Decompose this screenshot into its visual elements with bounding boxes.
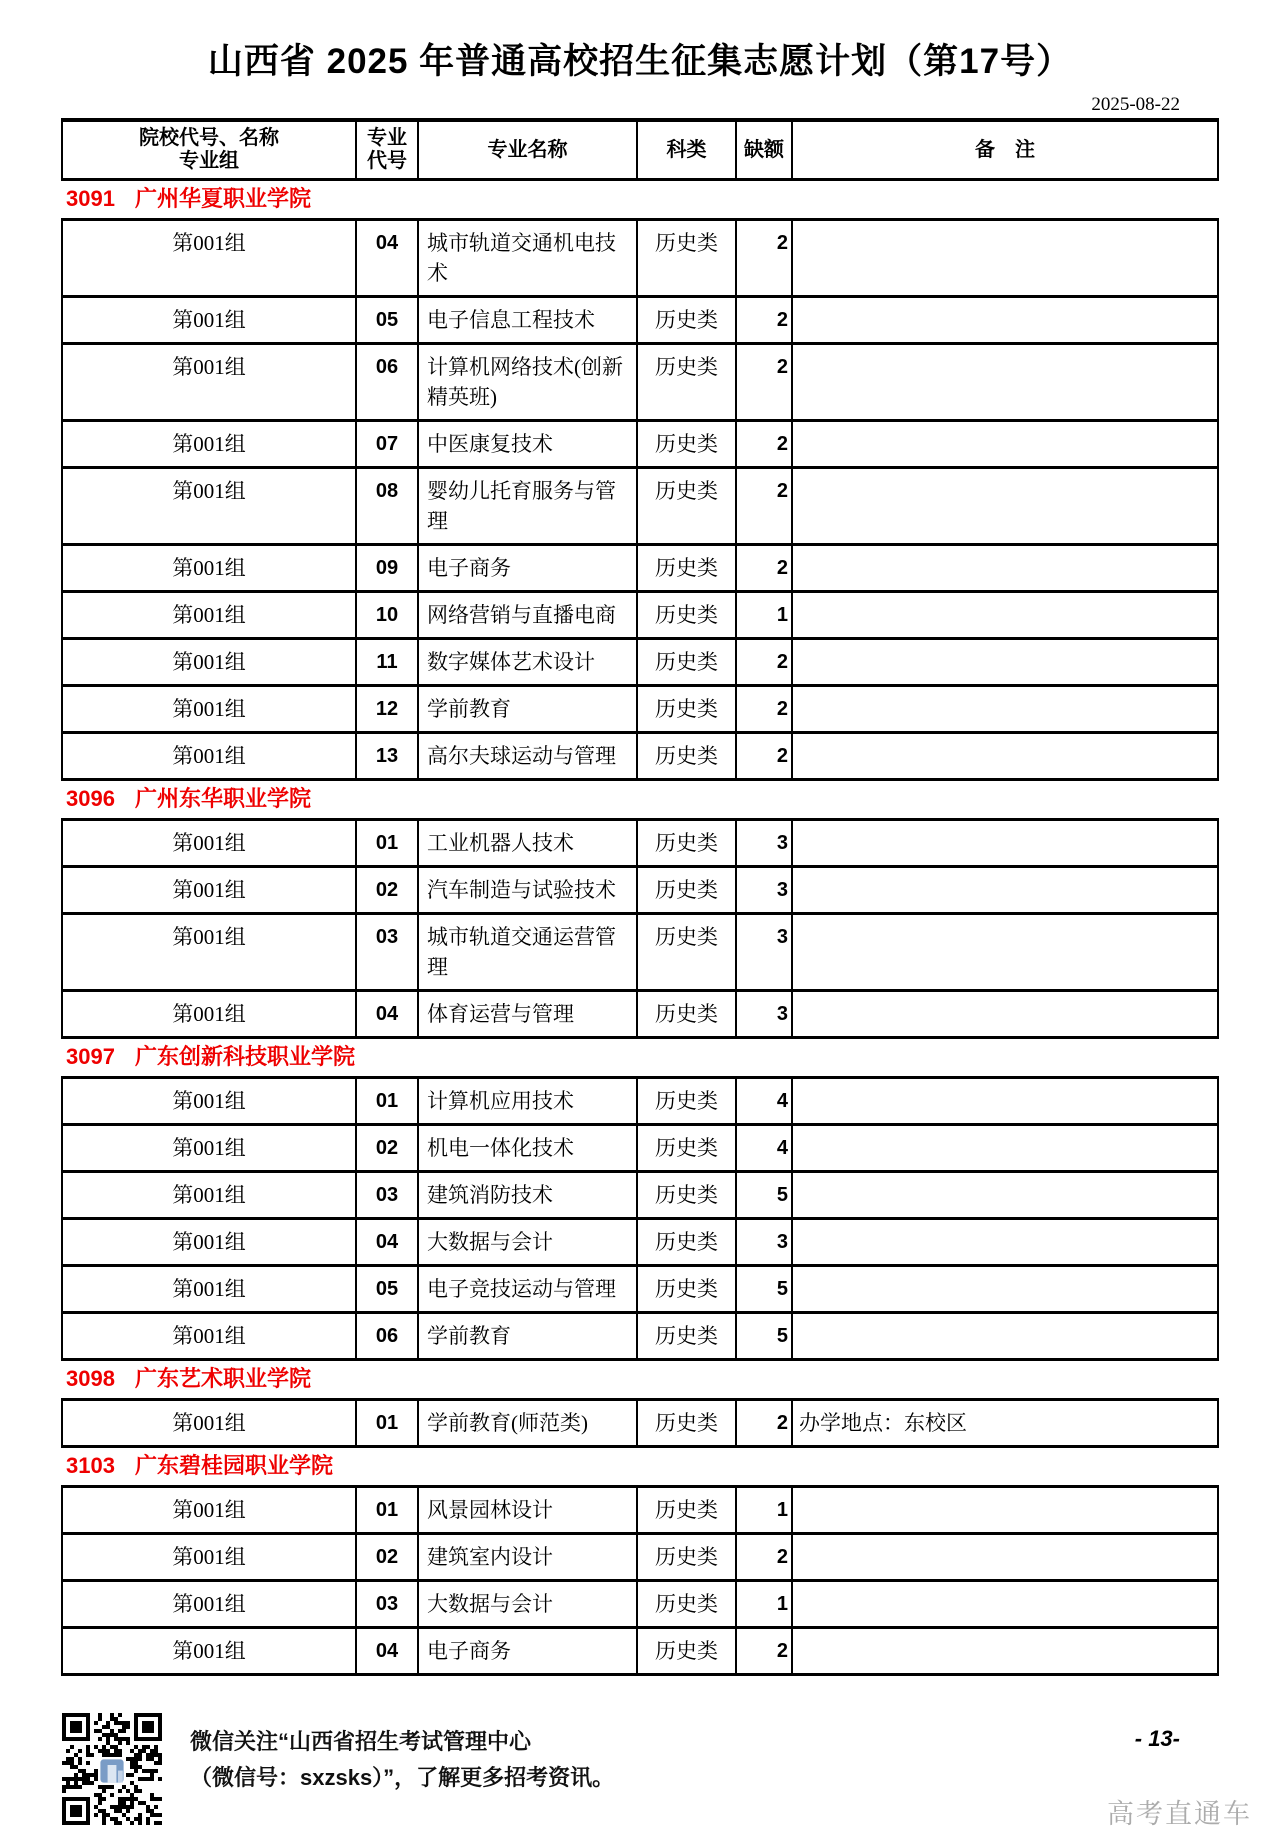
major-code-cell: 13 [356, 733, 418, 780]
remark-cell [792, 421, 1218, 468]
group-cell: 第001组 [62, 1219, 356, 1266]
section-header-row [62, 1447, 1218, 1487]
table-row [62, 867, 1218, 914]
category-cell: 历史类 [637, 867, 736, 914]
category-cell: 历史类 [637, 1400, 736, 1447]
major-name-cell: 计算机应用技术 [418, 1078, 637, 1125]
group-cell: 第001组 [62, 1313, 356, 1360]
page-number: - 13- [1134, 1726, 1180, 1751]
major-code-cell: 05 [356, 1266, 418, 1313]
category-cell: 历史类 [637, 1487, 736, 1534]
group-cell: 第001组 [62, 686, 356, 733]
group-cell: 第001组 [62, 1266, 356, 1313]
category-cell: 历史类 [637, 820, 736, 867]
table-row [62, 220, 1218, 297]
group-cell: 第001组 [62, 1487, 356, 1534]
section-college-name: 广东艺术职业学院 [134, 1366, 311, 1391]
category-cell: 历史类 [637, 344, 736, 421]
section-header-row [62, 1360, 1218, 1400]
major-code-cell: 04 [356, 991, 418, 1038]
table-row [62, 1534, 1218, 1581]
table-row [62, 639, 1218, 686]
major-code-cell: 01 [356, 1487, 418, 1534]
major-name-cell: 电子竞技运动与管理 [418, 1266, 637, 1313]
vacancy-cell: 2 [736, 421, 792, 468]
section-header [62, 1360, 1218, 1400]
vacancy-cell: 2 [736, 1534, 792, 1581]
header-college-line1: 院校代号、名称 [139, 127, 279, 149]
remark-cell [792, 1628, 1218, 1675]
major-code-cell: 06 [356, 1313, 418, 1360]
table-row [62, 1266, 1218, 1313]
table-row [62, 686, 1218, 733]
category-cell: 历史类 [637, 639, 736, 686]
section-header-row [62, 180, 1218, 220]
remark-cell [792, 220, 1218, 297]
table-row [62, 468, 1218, 545]
remark-cell [792, 1266, 1218, 1313]
section-header [62, 1447, 1218, 1487]
vacancy-cell: 3 [736, 914, 792, 991]
major-name-cell: 计算机网络技术(创新精英班) [418, 344, 637, 421]
table-row [62, 1172, 1218, 1219]
group-cell: 第001组 [62, 639, 356, 686]
table-row [62, 1313, 1218, 1360]
section-header [62, 780, 1218, 820]
section-college-code: 3098 [66, 1366, 115, 1391]
major-name-cell: 电子商务 [418, 545, 637, 592]
category-cell: 历史类 [637, 592, 736, 639]
remark-cell [792, 733, 1218, 780]
section-college-code: 3096 [66, 786, 115, 811]
header-major-code [356, 120, 418, 180]
vacancy-cell: 5 [736, 1172, 792, 1219]
vacancy-cell: 2 [736, 220, 792, 297]
group-cell: 第001组 [62, 545, 356, 592]
category-cell: 历史类 [637, 545, 736, 592]
major-name-cell: 工业机器人技术 [418, 820, 637, 867]
remark-cell [792, 1581, 1218, 1628]
table-row [62, 1581, 1218, 1628]
major-name-cell: 城市轨道交通机电技术 [418, 220, 637, 297]
group-cell: 第001组 [62, 1534, 356, 1581]
group-cell: 第001组 [62, 820, 356, 867]
footer-note-line2: （微信号：sxzsks）”，了解更多招考资讯。 [190, 1765, 615, 1790]
vacancy-cell: 4 [736, 1078, 792, 1125]
section-header-row [62, 780, 1218, 820]
major-name-cell: 建筑室内设计 [418, 1534, 637, 1581]
header-major-name: 专业名称 [418, 120, 637, 180]
qr-code-icon [62, 1712, 162, 1826]
section-header [62, 1038, 1218, 1078]
table-row [62, 1078, 1218, 1125]
major-code-cell: 02 [356, 1534, 418, 1581]
table-row [62, 820, 1218, 867]
vacancy-cell: 1 [736, 1581, 792, 1628]
group-cell: 第001组 [62, 733, 356, 780]
group-cell: 第001组 [62, 1078, 356, 1125]
major-code-cell: 06 [356, 344, 418, 421]
major-code-cell: 01 [356, 1400, 418, 1447]
major-name-cell: 高尔夫球运动与管理 [418, 733, 637, 780]
major-code-cell: 07 [356, 421, 418, 468]
remark-cell [792, 991, 1218, 1038]
major-code-cell: 03 [356, 914, 418, 991]
header-major-code-line1: 专业 [367, 127, 407, 149]
remark-cell: 办学地点：东校区 [792, 1400, 1218, 1447]
table-row [62, 1628, 1218, 1675]
major-code-cell: 04 [356, 1628, 418, 1675]
table-row [62, 991, 1218, 1038]
major-code-cell: 11 [356, 639, 418, 686]
major-name-cell: 汽车制造与试验技术 [418, 867, 637, 914]
major-name-cell: 城市轨道交通运营管理 [418, 914, 637, 991]
remark-cell [792, 867, 1218, 914]
remark-cell [792, 820, 1218, 867]
major-code-cell: 10 [356, 592, 418, 639]
category-cell: 历史类 [637, 1219, 736, 1266]
group-cell: 第001组 [62, 1400, 356, 1447]
category-cell: 历史类 [637, 468, 736, 545]
table-row [62, 297, 1218, 344]
section-college-code: 3091 [66, 186, 115, 211]
major-code-cell: 03 [356, 1172, 418, 1219]
group-cell: 第001组 [62, 468, 356, 545]
major-code-cell: 04 [356, 1219, 418, 1266]
vacancy-cell: 4 [736, 1125, 792, 1172]
category-cell: 历史类 [637, 1313, 736, 1360]
remark-cell [792, 1219, 1218, 1266]
vacancy-cell: 2 [736, 468, 792, 545]
major-name-cell: 大数据与会计 [418, 1581, 637, 1628]
group-cell: 第001组 [62, 592, 356, 639]
remark-cell [792, 1078, 1218, 1125]
footer-note-line1: 微信关注“山西省招生考试管理中心 [190, 1729, 532, 1754]
group-cell: 第001组 [62, 297, 356, 344]
vacancy-cell: 2 [736, 639, 792, 686]
category-cell: 历史类 [637, 1628, 736, 1675]
vacancy-cell: 1 [736, 1487, 792, 1534]
section-college-code: 3097 [66, 1044, 115, 1069]
remark-cell [792, 639, 1218, 686]
vacancy-cell: 2 [736, 686, 792, 733]
header-remark: 备 注 [792, 120, 1218, 180]
header-college [62, 120, 356, 180]
major-name-cell: 学前教育(师范类) [418, 1400, 637, 1447]
table-row [62, 421, 1218, 468]
major-name-cell: 机电一体化技术 [418, 1125, 637, 1172]
vacancy-cell: 2 [736, 733, 792, 780]
vacancy-cell: 5 [736, 1313, 792, 1360]
major-name-cell: 中医康复技术 [418, 421, 637, 468]
category-cell: 历史类 [637, 914, 736, 991]
remark-cell [792, 545, 1218, 592]
major-code-cell: 08 [356, 468, 418, 545]
group-cell: 第001组 [62, 220, 356, 297]
category-cell: 历史类 [637, 1581, 736, 1628]
table-row [62, 1219, 1218, 1266]
major-code-cell: 02 [356, 867, 418, 914]
category-cell: 历史类 [637, 1125, 736, 1172]
category-cell: 历史类 [637, 1534, 736, 1581]
major-code-cell: 01 [356, 1078, 418, 1125]
section-header [62, 180, 1218, 220]
group-cell: 第001组 [62, 1125, 356, 1172]
category-cell: 历史类 [637, 733, 736, 780]
header-vacancy: 缺额 [736, 120, 792, 180]
header-major-code-line2: 代号 [367, 150, 407, 172]
section-college-name: 广州华夏职业学院 [134, 186, 311, 211]
group-cell: 第001组 [62, 867, 356, 914]
vacancy-cell: 2 [736, 1628, 792, 1675]
vacancy-cell: 5 [736, 1266, 792, 1313]
admission-plan-table [61, 118, 1219, 1676]
table-row [62, 733, 1218, 780]
remark-cell [792, 297, 1218, 344]
group-cell: 第001组 [62, 1581, 356, 1628]
section-college-code: 3103 [66, 1453, 115, 1478]
group-cell: 第001组 [62, 1628, 356, 1675]
major-code-cell: 04 [356, 220, 418, 297]
remark-cell [792, 1487, 1218, 1534]
category-cell: 历史类 [637, 1078, 736, 1125]
major-name-cell: 数字媒体艺术设计 [418, 639, 637, 686]
major-name-cell: 学前教育 [418, 1313, 637, 1360]
header-college-line2: 专业组 [179, 150, 239, 172]
vacancy-cell: 3 [736, 1219, 792, 1266]
major-name-cell: 电子信息工程技术 [418, 297, 637, 344]
category-cell: 历史类 [637, 421, 736, 468]
major-name-cell: 电子商务 [418, 1628, 637, 1675]
section-college-name: 广东碧桂园职业学院 [134, 1453, 333, 1478]
remark-cell [792, 1534, 1218, 1581]
header-category: 科类 [637, 120, 736, 180]
group-cell: 第001组 [62, 344, 356, 421]
table-row [62, 1400, 1218, 1447]
category-cell: 历史类 [637, 1266, 736, 1313]
watermark-text: 高考直通车 [1107, 1799, 1252, 1829]
remark-cell [792, 1172, 1218, 1219]
major-code-cell: 01 [356, 820, 418, 867]
category-cell: 历史类 [637, 1172, 736, 1219]
group-cell: 第001组 [62, 421, 356, 468]
section-college-name: 广州东华职业学院 [134, 786, 311, 811]
table-row [62, 592, 1218, 639]
vacancy-cell: 3 [736, 867, 792, 914]
publish-date: 2025-08-22 [1091, 94, 1180, 115]
major-name-cell: 风景园林设计 [418, 1487, 637, 1534]
category-cell: 历史类 [637, 220, 736, 297]
table-row [62, 545, 1218, 592]
group-cell: 第001组 [62, 914, 356, 991]
section-header-row [62, 1038, 1218, 1078]
table-row [62, 344, 1218, 421]
major-code-cell: 05 [356, 297, 418, 344]
major-name-cell: 大数据与会计 [418, 1219, 637, 1266]
category-cell: 历史类 [637, 686, 736, 733]
group-cell: 第001组 [62, 991, 356, 1038]
major-code-cell: 02 [356, 1125, 418, 1172]
remark-cell [792, 1125, 1218, 1172]
table-row [62, 1487, 1218, 1534]
major-code-cell: 03 [356, 1581, 418, 1628]
major-code-cell: 12 [356, 686, 418, 733]
table-row [62, 914, 1218, 991]
remark-cell [792, 344, 1218, 421]
major-name-cell: 婴幼儿托育服务与管理 [418, 468, 637, 545]
table-header-row [62, 120, 1218, 180]
major-name-cell: 建筑消防技术 [418, 1172, 637, 1219]
category-cell: 历史类 [637, 991, 736, 1038]
category-cell: 历史类 [637, 297, 736, 344]
remark-cell [792, 468, 1218, 545]
vacancy-cell: 2 [736, 545, 792, 592]
page-title: 山西省 2025 年普通高校招生征集志愿计划（第17号） [207, 42, 1073, 81]
major-name-cell: 学前教育 [418, 686, 637, 733]
remark-cell [792, 686, 1218, 733]
footer-note [190, 1724, 614, 1796]
vacancy-cell: 2 [736, 344, 792, 421]
major-code-cell: 09 [356, 545, 418, 592]
vacancy-cell: 1 [736, 592, 792, 639]
remark-cell [792, 914, 1218, 991]
remark-cell [792, 592, 1218, 639]
remark-cell [792, 1313, 1218, 1360]
group-cell: 第001组 [62, 1172, 356, 1219]
major-name-cell: 体育运营与管理 [418, 991, 637, 1038]
section-college-name: 广东创新科技职业学院 [134, 1044, 355, 1069]
vacancy-cell: 3 [736, 820, 792, 867]
vacancy-cell: 2 [736, 1400, 792, 1447]
major-name-cell: 网络营销与直播电商 [418, 592, 637, 639]
table-row [62, 1125, 1218, 1172]
vacancy-cell: 2 [736, 297, 792, 344]
vacancy-cell: 3 [736, 991, 792, 1038]
